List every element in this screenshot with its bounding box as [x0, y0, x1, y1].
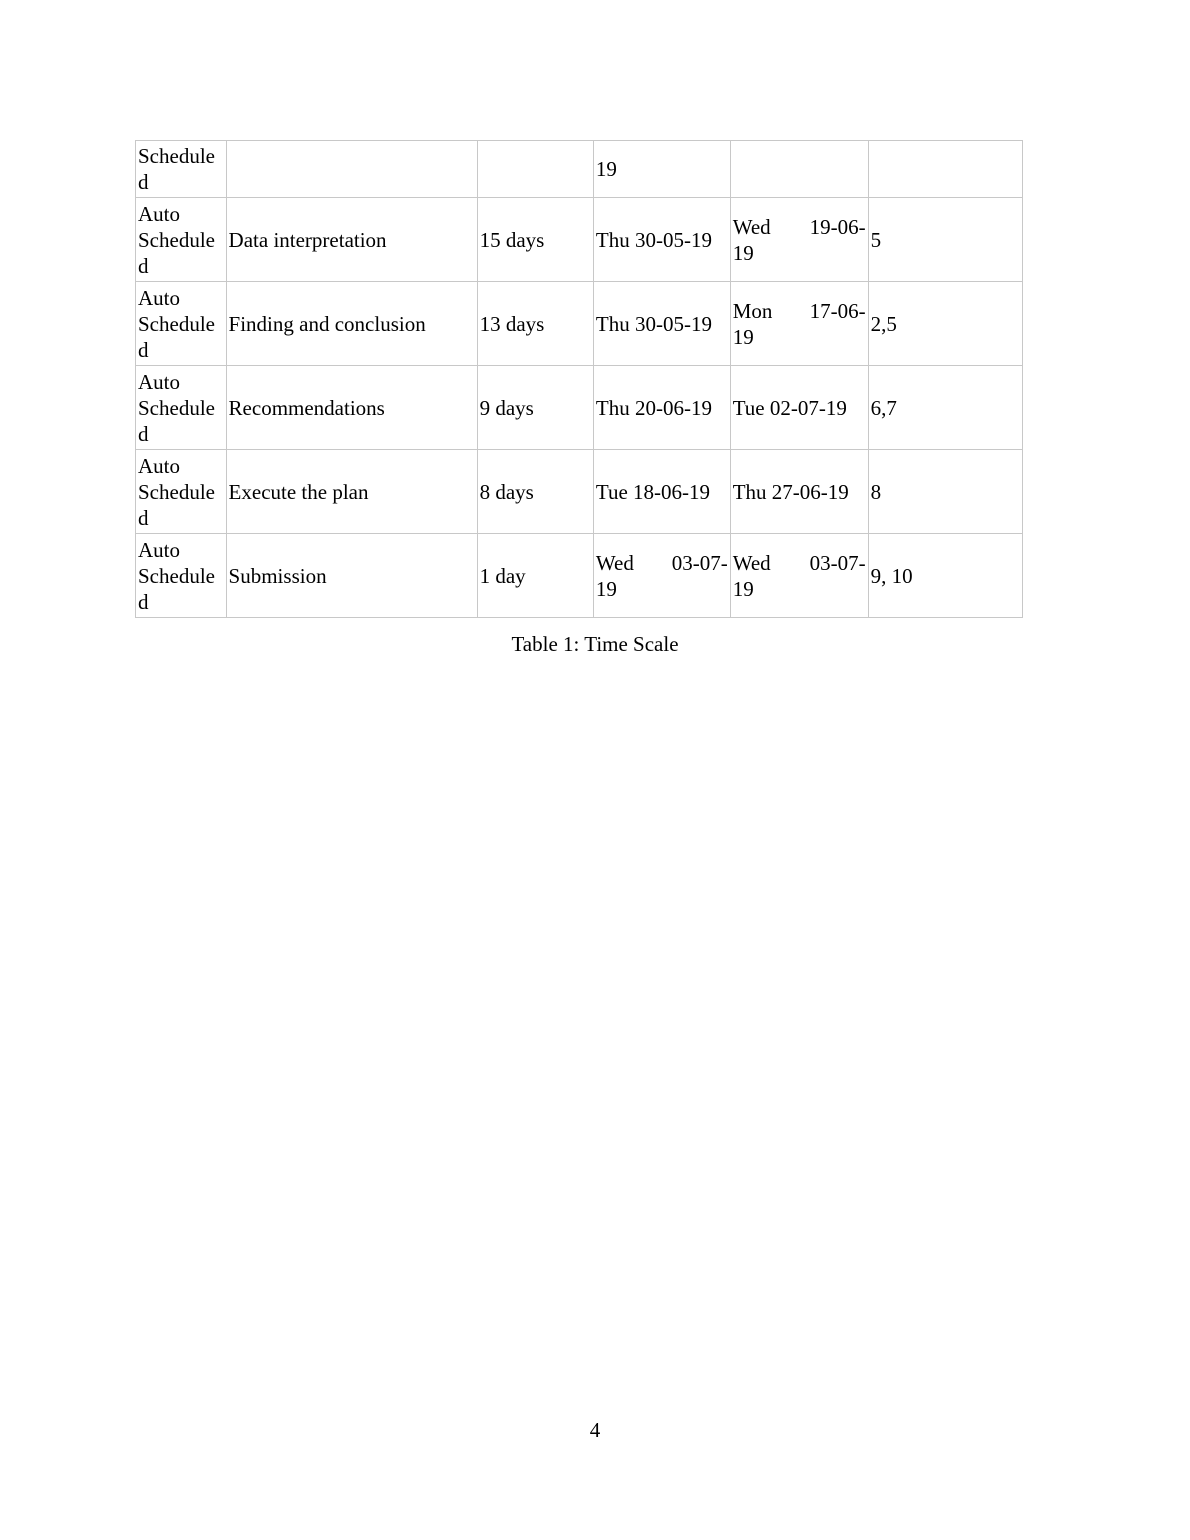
task-name-cell: Submission	[226, 534, 477, 618]
task-mode-text: d	[138, 421, 149, 446]
finish-date: 03-07-	[809, 550, 866, 575]
task-mode-text: d	[138, 253, 149, 278]
task-mode-text: Auto	[138, 537, 180, 562]
table-row	[136, 450, 1023, 534]
page-number: 4	[589, 1418, 601, 1442]
table-caption: Table 1: Time Scale	[511, 632, 679, 656]
duration-cell: 9 days	[477, 366, 593, 450]
task-mode-text: d	[138, 505, 149, 530]
task-mode-text: Schedule	[138, 395, 215, 420]
predecessors-cell: 6,7	[868, 366, 1022, 450]
time-scale-table	[135, 140, 1023, 618]
task-name-cell: Finding and conclusion	[226, 282, 477, 366]
task-mode-text: Schedule	[138, 479, 215, 504]
finish-cell: Tue 02-07-19	[730, 366, 868, 450]
finish-year: 19	[732, 324, 754, 349]
finish-date: 17-06-	[809, 298, 866, 323]
duration-cell: 15 days	[477, 198, 593, 282]
start-year: 19	[595, 576, 617, 601]
predecessors-cell	[868, 141, 1022, 198]
task-mode-text: Schedule	[138, 563, 215, 588]
task-name-cell	[226, 141, 477, 198]
predecessors-cell: 9, 10	[868, 534, 1022, 618]
task-mode-cell	[136, 282, 227, 366]
table-row	[136, 141, 1023, 198]
task-mode-cell	[136, 450, 227, 534]
table-row	[136, 198, 1023, 282]
start-day: Wed	[595, 550, 634, 575]
task-mode-cell	[136, 141, 227, 198]
task-mode-cell	[136, 198, 227, 282]
finish-day: Mon	[732, 298, 773, 323]
start-cell	[593, 534, 730, 618]
finish-cell	[730, 282, 868, 366]
finish-year: 19	[732, 240, 754, 265]
task-mode-text: Auto	[138, 453, 180, 478]
task-mode-cell	[136, 366, 227, 450]
task-mode-text: Auto	[138, 369, 180, 394]
table-row	[136, 366, 1023, 450]
finish-day: Wed	[732, 550, 771, 575]
predecessors-cell: 8	[868, 450, 1022, 534]
duration-cell: 13 days	[477, 282, 593, 366]
finish-cell	[730, 534, 868, 618]
start-date: 03-07-	[671, 550, 728, 575]
task-mode-text: Schedule	[138, 144, 215, 168]
task-mode-text: Schedule	[138, 311, 215, 336]
duration-cell: 8 days	[477, 450, 593, 534]
finish-cell: Thu 27-06-19	[730, 450, 868, 534]
task-name-cell: Execute the plan	[226, 450, 477, 534]
start-cell: Thu 30-05-19	[593, 282, 730, 366]
predecessors-cell: 5	[868, 198, 1022, 282]
task-name-cell: Recommendations	[226, 366, 477, 450]
start-cell: Thu 30-05-19	[593, 198, 730, 282]
task-mode-text: d	[138, 170, 149, 194]
start-cell: Tue 18-06-19	[593, 450, 730, 534]
task-name-cell: Data interpretation	[226, 198, 477, 282]
finish-cell	[730, 141, 868, 198]
predecessors-cell: 2,5	[868, 282, 1022, 366]
duration-cell: 1 day	[477, 534, 593, 618]
task-mode-cell	[136, 534, 227, 618]
task-mode-text: d	[138, 589, 149, 614]
finish-cell	[730, 198, 868, 282]
table-row	[136, 282, 1023, 366]
finish-year: 19	[732, 576, 754, 601]
task-mode-text: Auto	[138, 201, 180, 226]
table-row	[136, 534, 1023, 618]
task-mode-text: Schedule	[138, 227, 215, 252]
finish-date: 19-06-	[809, 214, 866, 239]
duration-cell	[477, 141, 593, 198]
start-cell: Thu 20-06-19	[593, 366, 730, 450]
task-mode-text: d	[138, 337, 149, 362]
finish-day: Wed	[732, 214, 771, 239]
task-mode-text: Auto	[138, 285, 180, 310]
start-cell: 19	[593, 141, 730, 198]
